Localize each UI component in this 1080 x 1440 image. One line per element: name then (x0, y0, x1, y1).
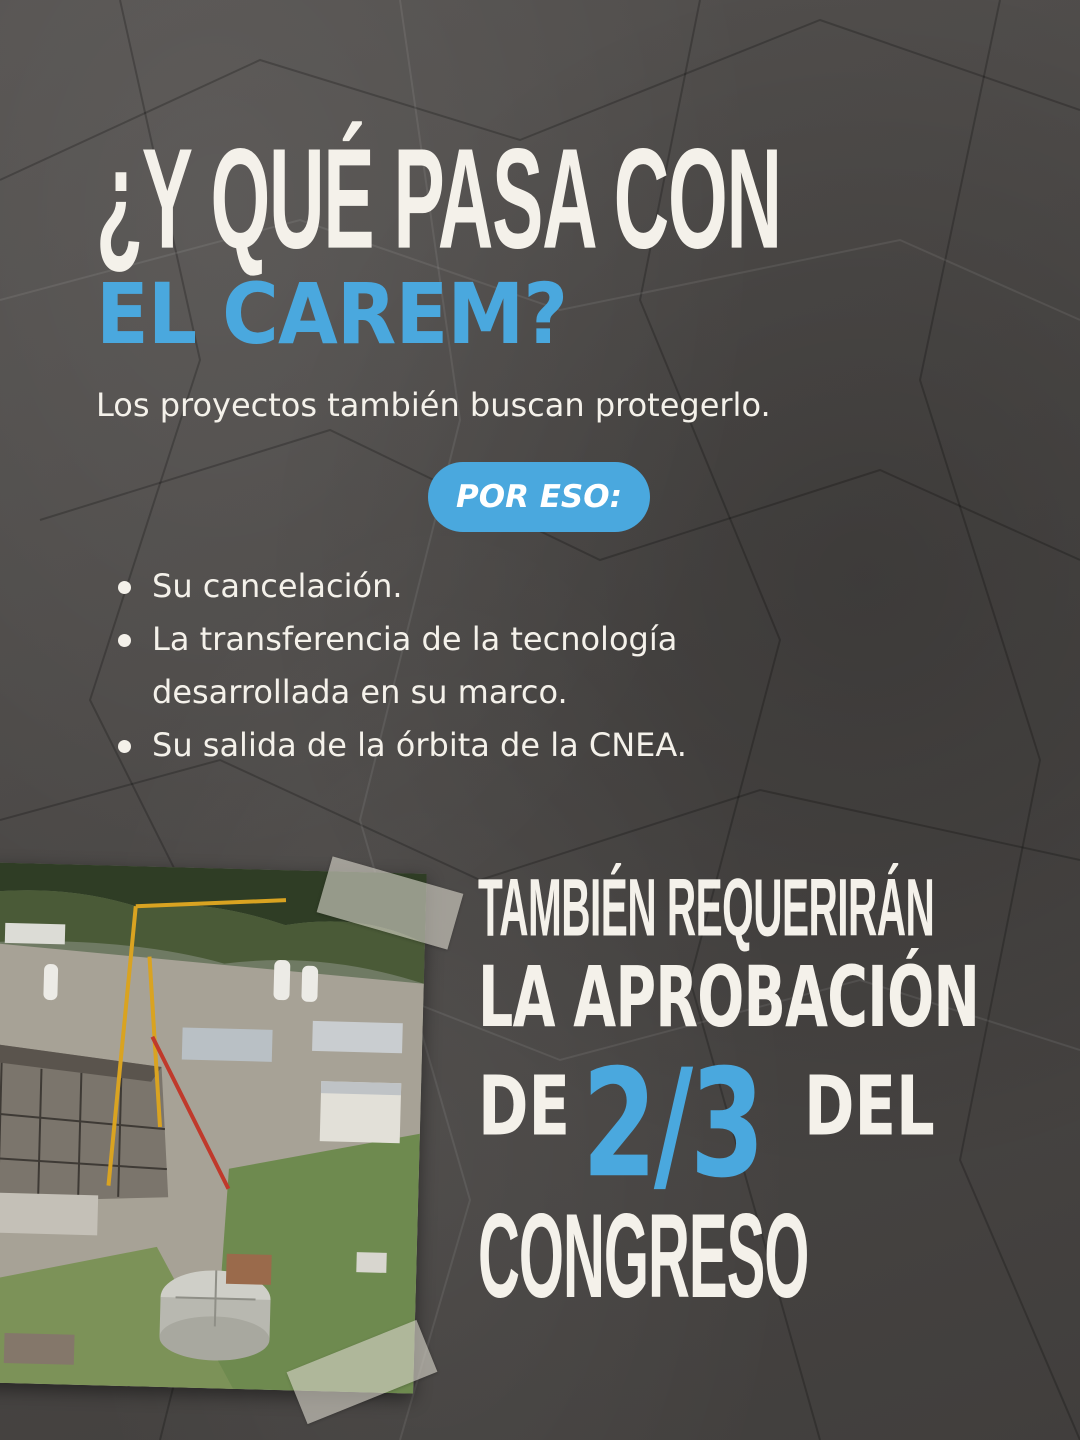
bullet-icon (118, 634, 131, 647)
list-item (112, 613, 687, 719)
bullet-icon (118, 740, 131, 753)
list-item (112, 560, 687, 613)
fraction-two-thirds: 2/3 (582, 1037, 762, 1211)
bullet-text: Su cancelación. (152, 567, 403, 605)
closing-line2: LA APROBACIÓN (478, 949, 980, 1047)
bullet-text: Su salida de la órbita de la CNEA. (152, 726, 687, 764)
closing-line1: TAMBIÉN REQUERIRÁN (478, 860, 935, 954)
por-eso-badge (428, 462, 650, 532)
bullet-icon (118, 581, 131, 594)
badge-label: POR ESO: (456, 479, 622, 515)
bullet-text: La transferencia de la tecnología (152, 620, 678, 658)
closing-line3-start: DE (478, 1059, 571, 1155)
headline-line1: ¿Y QUÉ PASA CON (96, 119, 781, 279)
subtitle: Los proyectos también buscan protegerlo. (96, 386, 771, 424)
closing-line3-end: DEL (804, 1059, 935, 1155)
bullet-text-continued: desarrollada en su marco. (152, 673, 568, 711)
construction-site-photo (0, 862, 427, 1393)
headline-line2: EL CAREM? (96, 265, 568, 363)
closing-line4: CONGRESO (478, 1188, 809, 1323)
list-item (112, 719, 687, 772)
bullet-list (112, 560, 687, 772)
